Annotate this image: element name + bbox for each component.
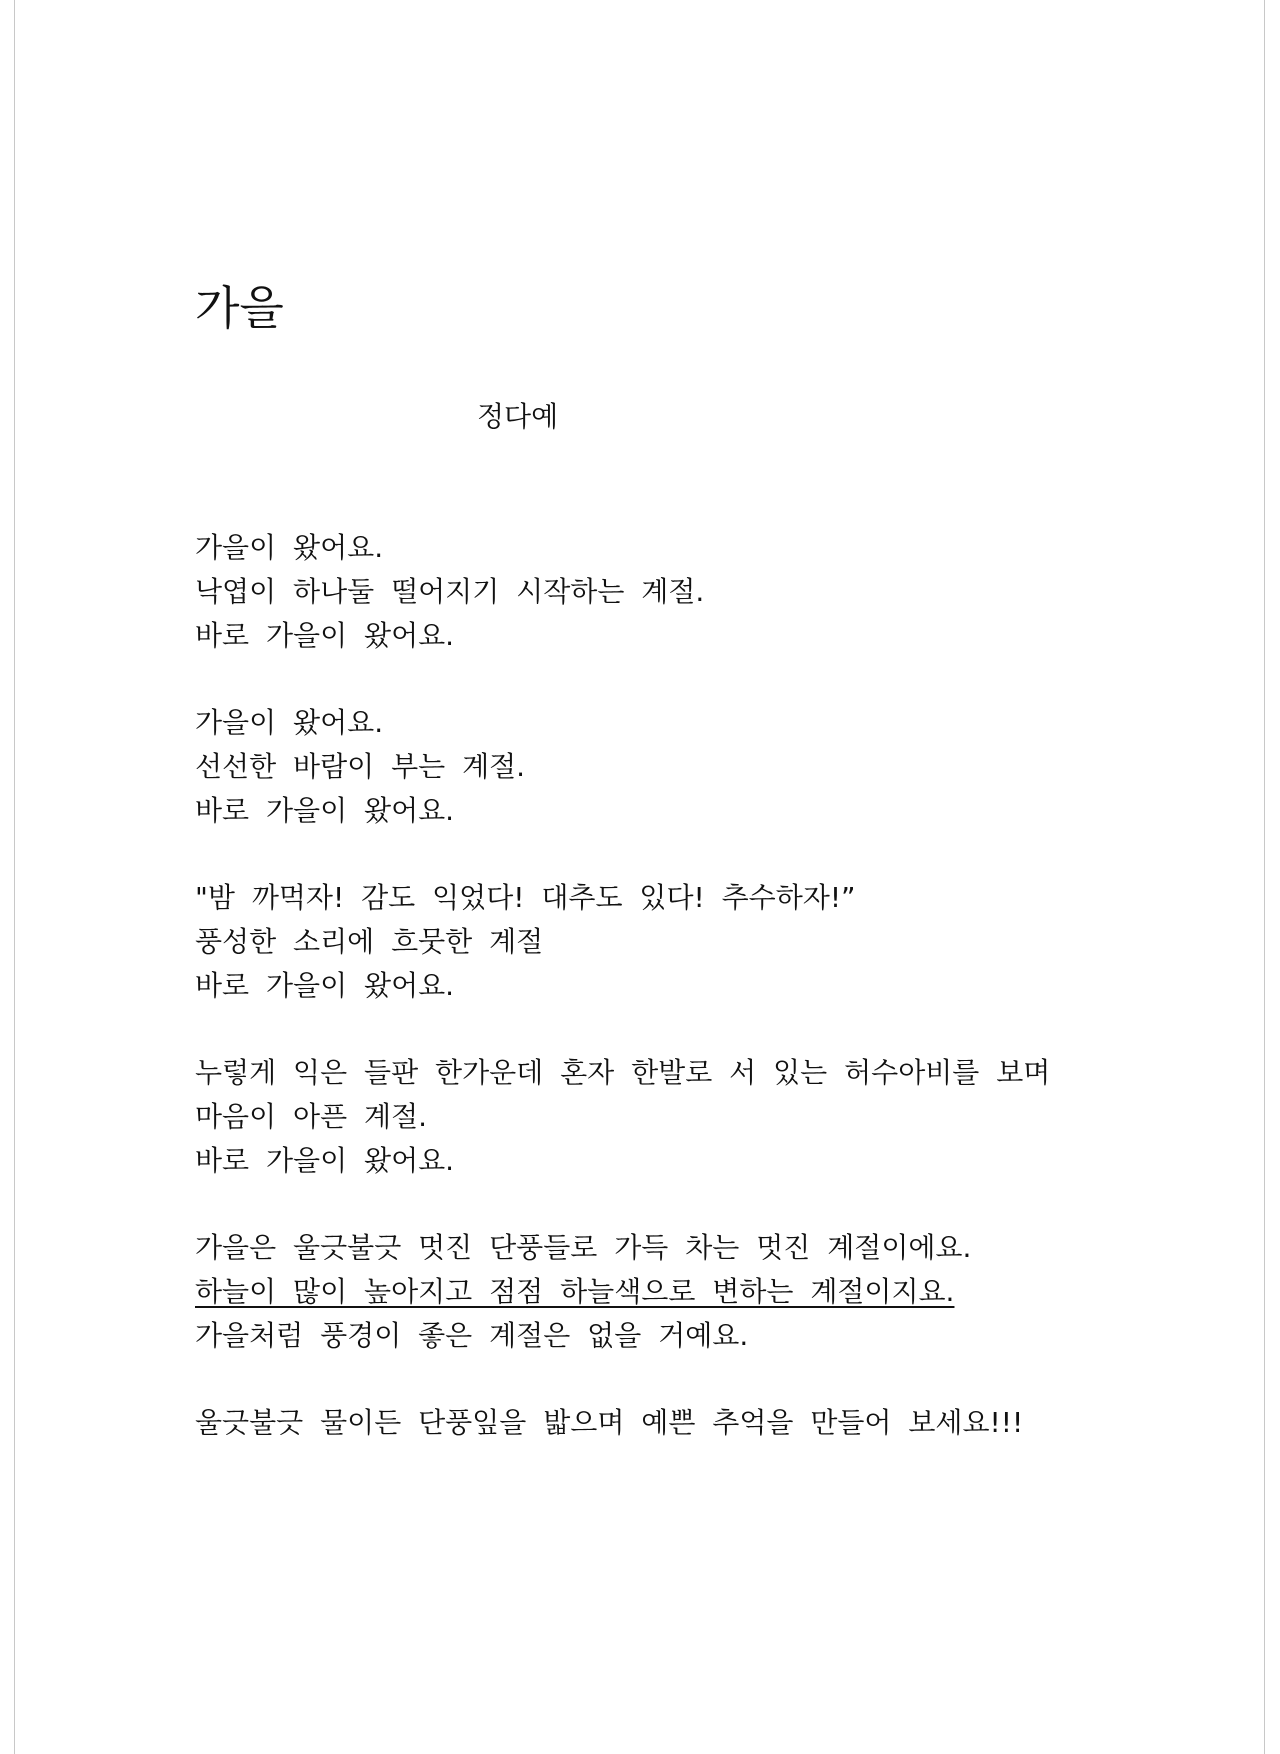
stanza-gap bbox=[195, 1358, 1175, 1401]
poem-title: 가을 bbox=[195, 281, 284, 335]
poem-line-underlined bbox=[195, 1270, 1175, 1314]
poem-line: 바로 가을이 왔어요. bbox=[195, 969, 455, 1002]
poem-line: 가을이 왔어요. bbox=[195, 706, 384, 739]
poem-body bbox=[195, 526, 1175, 1445]
poem-line: "밤 까먹자! 감도 익었다! 대추도 있다! 추수하자!” bbox=[195, 881, 856, 914]
poem-line: 낙엽이 하나둘 떨어지기 시작하는 계절. bbox=[195, 575, 705, 608]
poem-line: 마음이 아픈 계절. bbox=[195, 1100, 428, 1133]
stanza-gap bbox=[195, 1183, 1175, 1226]
underlined-text: 하늘이 많이 높아지고 점점 하늘색으로 변하는 계절이지요. bbox=[195, 1275, 955, 1308]
poem-line: 바로 가을이 왔어요. bbox=[195, 1144, 455, 1177]
poem-author: 정다예 bbox=[477, 400, 559, 433]
stanza-gap bbox=[195, 833, 1175, 876]
stanza bbox=[195, 701, 1175, 833]
poem-line: 바로 가을이 왔어요. bbox=[195, 794, 455, 827]
poem-line: 선선한 바람이 부는 계절. bbox=[195, 750, 526, 783]
stanza bbox=[195, 1226, 1175, 1358]
poem-line: 풍성한 소리에 흐뭇한 계절 bbox=[195, 925, 544, 958]
stanza-gap bbox=[195, 1008, 1175, 1051]
poem-line: 누렇게 익은 들판 한가운데 혼자 한발로 서 있는 허수아비를 보며 bbox=[195, 1056, 1051, 1089]
poem-line: 가을은 울긋불긋 멋진 단풍들로 가득 차는 멋진 계절이에요. bbox=[195, 1231, 972, 1264]
stanza bbox=[195, 1401, 1175, 1445]
stanza bbox=[195, 876, 1175, 1008]
poem-line: 가을이 왔어요. bbox=[195, 531, 384, 564]
stanza bbox=[195, 1051, 1175, 1183]
stanza bbox=[195, 526, 1175, 658]
poem-line: 바로 가을이 왔어요. bbox=[195, 619, 455, 652]
poem-line: 울긋불긋 물이든 단풍잎을 밟으며 예쁜 추억을 만들어 보세요!!! bbox=[195, 1406, 1024, 1439]
poem-line: 가을처럼 풍경이 좋은 계절은 없을 거예요. bbox=[195, 1319, 749, 1352]
stanza-gap bbox=[195, 658, 1175, 701]
document-page bbox=[14, 0, 1265, 1754]
